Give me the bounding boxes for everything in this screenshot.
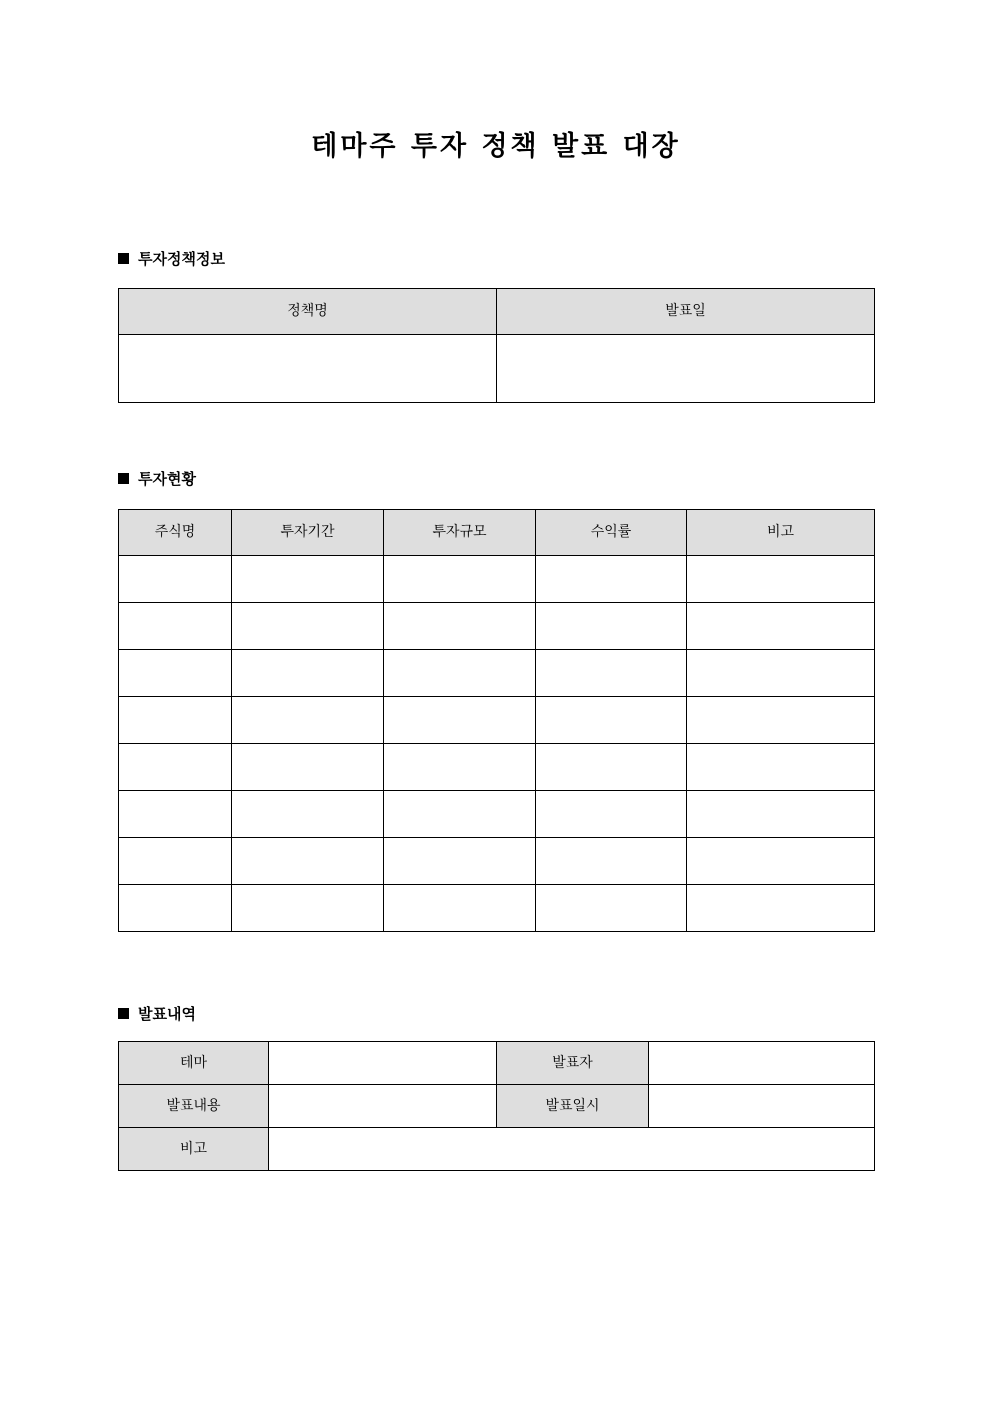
cell-investment-size[interactable] <box>384 603 536 650</box>
cell-investment-period[interactable] <box>232 697 384 744</box>
table-row <box>119 556 875 603</box>
cell-investment-period[interactable] <box>232 650 384 697</box>
cell-investment-size[interactable] <box>384 697 536 744</box>
cell-presenter-value[interactable] <box>649 1042 875 1085</box>
policy-info-table <box>118 288 875 403</box>
table-row <box>119 791 875 838</box>
cell-investment-size[interactable] <box>384 791 536 838</box>
filled-square-bullet-icon <box>118 1008 129 1019</box>
cell-investment-period[interactable] <box>232 744 384 791</box>
table-row <box>119 885 875 932</box>
cell-stock-name[interactable] <box>119 556 232 603</box>
cell-theme-value[interactable] <box>269 1042 497 1085</box>
cell-investment-period[interactable] <box>232 556 384 603</box>
cell-investment-period[interactable] <box>232 791 384 838</box>
cell-remarks[interactable] <box>687 791 875 838</box>
table-row <box>119 1085 875 1128</box>
table-header-row <box>119 289 875 335</box>
table-row <box>119 335 875 403</box>
column-header-stock-name: 주식명 <box>119 510 232 556</box>
cell-return-rate[interactable] <box>536 556 687 603</box>
cell-stock-name[interactable] <box>119 650 232 697</box>
cell-investment-size[interactable] <box>384 556 536 603</box>
table-row <box>119 838 875 885</box>
row-label-theme: 테마 <box>119 1042 269 1085</box>
cell-announcement-datetime-value[interactable] <box>649 1085 875 1128</box>
cell-remarks[interactable] <box>687 744 875 791</box>
filled-square-bullet-icon <box>118 473 129 484</box>
table-row <box>119 603 875 650</box>
table-header-row <box>119 510 875 556</box>
cell-stock-name[interactable] <box>119 885 232 932</box>
section-heading-label: 투자현황 <box>138 470 196 488</box>
cell-remarks[interactable] <box>687 838 875 885</box>
announcement-detail-table <box>118 1041 875 1171</box>
column-header-announcement-date: 발표일 <box>497 289 875 335</box>
cell-investment-size[interactable] <box>384 650 536 697</box>
cell-stock-name[interactable] <box>119 791 232 838</box>
cell-investment-size[interactable] <box>384 744 536 791</box>
cell-return-rate[interactable] <box>536 697 687 744</box>
row-label-announcement-datetime: 발표일시 <box>497 1085 649 1128</box>
cell-remarks[interactable] <box>687 603 875 650</box>
cell-announcement-date[interactable] <box>497 335 875 403</box>
table-row <box>119 1128 875 1171</box>
cell-announcement-content-value[interactable] <box>269 1085 497 1128</box>
cell-return-rate[interactable] <box>536 838 687 885</box>
cell-investment-period[interactable] <box>232 838 384 885</box>
cell-remarks[interactable] <box>687 885 875 932</box>
section-heading-label: 투자정책정보 <box>138 250 225 268</box>
cell-policy-name[interactable] <box>119 335 497 403</box>
cell-stock-name[interactable] <box>119 838 232 885</box>
cell-remarks-value[interactable] <box>269 1128 875 1171</box>
filled-square-bullet-icon <box>118 253 129 264</box>
investment-status-table <box>118 509 875 932</box>
column-header-investment-period: 투자기간 <box>232 510 384 556</box>
cell-investment-period[interactable] <box>232 885 384 932</box>
column-header-policy-name: 정책명 <box>119 289 497 335</box>
cell-return-rate[interactable] <box>536 744 687 791</box>
cell-stock-name[interactable] <box>119 697 232 744</box>
section-heading-investment-status <box>118 472 196 487</box>
cell-return-rate[interactable] <box>536 885 687 932</box>
column-header-return-rate: 수익률 <box>536 510 687 556</box>
cell-stock-name[interactable] <box>119 744 232 791</box>
cell-investment-size[interactable] <box>384 838 536 885</box>
section-heading-policy-info <box>118 252 225 267</box>
cell-return-rate[interactable] <box>536 650 687 697</box>
cell-stock-name[interactable] <box>119 603 232 650</box>
table-row <box>119 650 875 697</box>
table-row <box>119 697 875 744</box>
column-header-investment-size: 투자규모 <box>384 510 536 556</box>
cell-remarks[interactable] <box>687 697 875 744</box>
cell-remarks[interactable] <box>687 556 875 603</box>
row-label-remarks: 비고 <box>119 1128 269 1171</box>
cell-return-rate[interactable] <box>536 791 687 838</box>
table-row <box>119 1042 875 1085</box>
page-title: 테마주 투자 정책 발표 대장 <box>311 131 681 162</box>
cell-remarks[interactable] <box>687 650 875 697</box>
table-row <box>119 744 875 791</box>
row-label-presenter: 발표자 <box>497 1042 649 1085</box>
section-heading-label: 발표내역 <box>138 1005 196 1023</box>
cell-investment-size[interactable] <box>384 885 536 932</box>
row-label-announcement-content: 발표내용 <box>119 1085 269 1128</box>
cell-investment-period[interactable] <box>232 603 384 650</box>
cell-return-rate[interactable] <box>536 603 687 650</box>
section-heading-announcement-detail <box>118 1007 196 1022</box>
column-header-remarks: 비고 <box>687 510 875 556</box>
